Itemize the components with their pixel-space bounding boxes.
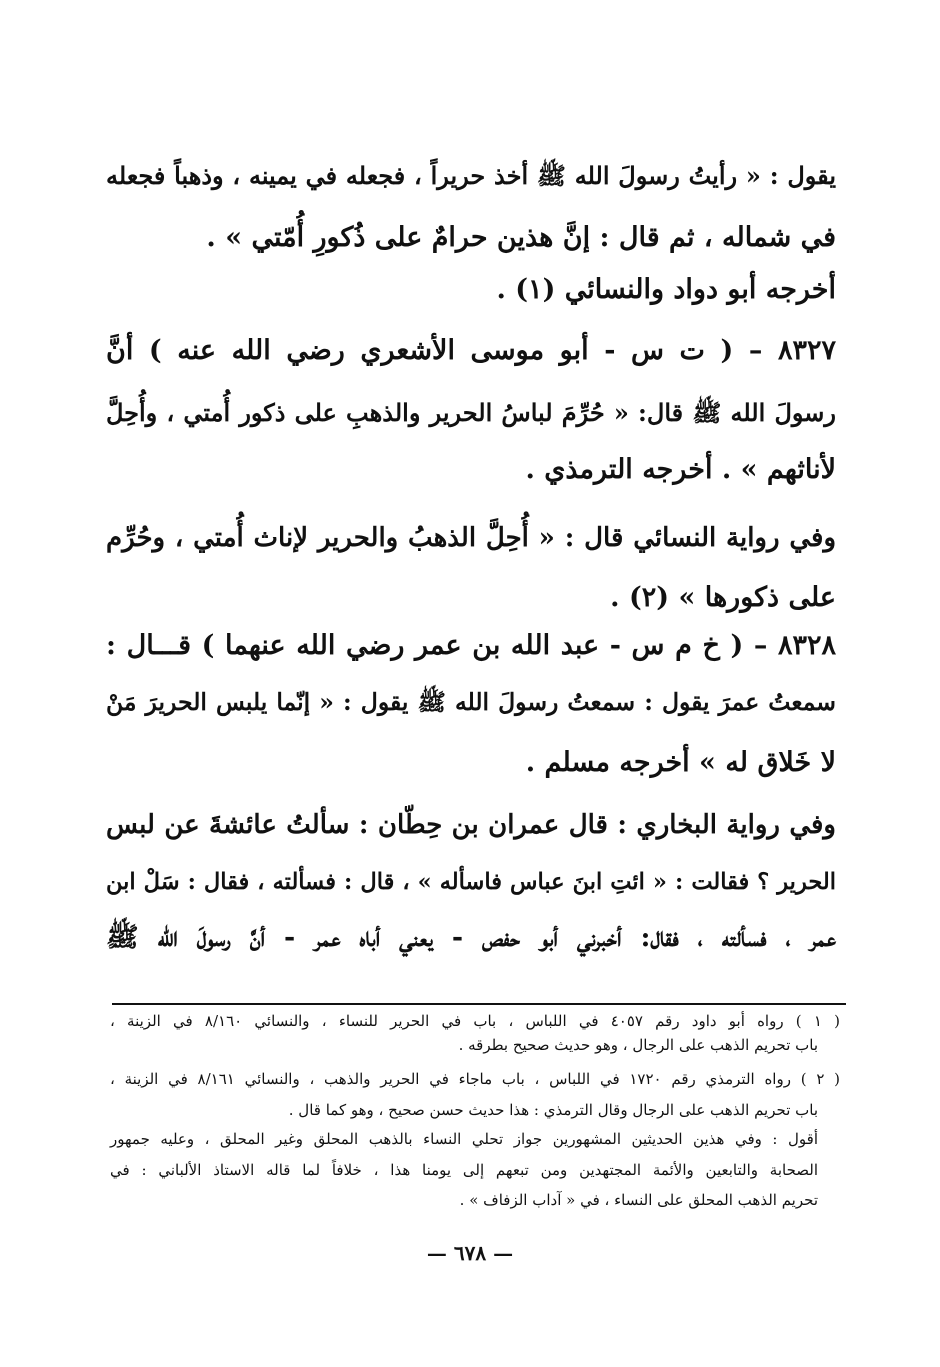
body-line: رسولَ الله ﷺ قال: « حُرِّمَ لباسُ الحرير والذهبِ على ذكور أُمتي ، وأُحِلَّ bbox=[106, 398, 836, 427]
footnote-1-line: باب تحريم الذهب على الرجال ، وهو حديث صحيح بطرقه . bbox=[458, 1036, 818, 1054]
hadith-heading-8327: ٨٣٢٧ – ( ت س - أبو موسى الأشعري رضي الله عنه ) أنَّ bbox=[106, 335, 836, 366]
body-line: وفي رواية البخاري : قال عمران بن حِطّان : سألتُ عائشةَ عن لبس bbox=[106, 810, 836, 840]
page-number: — ٦٧٨ — bbox=[426, 1241, 514, 1265]
body-line: لا خَلاق له » أخرجه مسلم . bbox=[525, 747, 836, 778]
footnote-divider bbox=[112, 1003, 846, 1005]
body-line: في شماله ، ثم قال : إنَّ هذين حرامٌ على ذُكورِ أُمّتي » . bbox=[206, 222, 836, 253]
footnote-2-line: باب تحريم الذهب على الرجال وقال الترمذي : هذا حديث حسن صحيح ، وهو كما قال . bbox=[288, 1101, 818, 1119]
footnote-1-line: ( ١ ) رواه أبو داود رقم ٤٠٥٧ في اللباس ، باب في الحرير للنساء ، والنسائي ٨/١٦٠ في الزينة ، bbox=[110, 1012, 841, 1030]
body-line: لأناثهم » . أخرجه الترمذي . bbox=[525, 454, 836, 485]
body-line: يقول : « رأيتُ رسولَ الله ﷺ أخذ حريراً ، فجعله في يمينه ، وذهباً فجعله bbox=[106, 161, 836, 190]
body-line: وفي رواية النسائي قال : « أُحِلَّ الذهبُ والحرير لإناث أُمتي ، وحُرِّم bbox=[106, 523, 836, 553]
body-line: الحرير ؟ فقالت : « ائتِ ابنَ عباس فاسأله » ، قال : فسألته ، فقال : سَلْ ابن bbox=[106, 869, 836, 895]
footnote-2-line: الصحابة والتابعين والأئمة المجتهدين ومن تبعهم إلى يومنا هذا ، خلافاً لما قاله الاستاذ الألباني : في bbox=[110, 1161, 818, 1179]
footnote-2-line: تحريم الذهب المحلق على النساء ، في « آداب الزفاف » . bbox=[459, 1191, 818, 1209]
body-line: سمعتُ عمرَ يقول : سمعتُ رسولَ الله ﷺ يقول : « إنّما يلبس الحريرَ مَنْ bbox=[106, 688, 836, 716]
footnote-2-line: أقول : وفي هذين الحديثين المشهورين جواز تحلي النساء بالذهب المحلق وغير المحلق ، وعليه جمهور bbox=[110, 1130, 818, 1148]
body-line: عمر ، فسألته ، فقال: أخبرني أبو حفص - يعني أباه عمر - أنَّ رسولَ الله ﷺ bbox=[106, 922, 836, 953]
body-line: على ذكورها » (٢) . bbox=[610, 582, 836, 613]
body-line: أخرجه أبو دواد والنسائي (١) . bbox=[496, 274, 836, 305]
hadith-heading-8328: ٨٣٢٨ – ( خ م س - عبد الله بن عمر رضي الله عنهما ) قـــال : bbox=[106, 630, 836, 661]
footnote-2-line: ( ٢ ) رواه الترمذي رقم ١٧٢٠ في اللباس ، باب ماجاء في الحرير والذهب ، والنسائي ٨/١٦١ في الزينة ، bbox=[110, 1070, 840, 1088]
